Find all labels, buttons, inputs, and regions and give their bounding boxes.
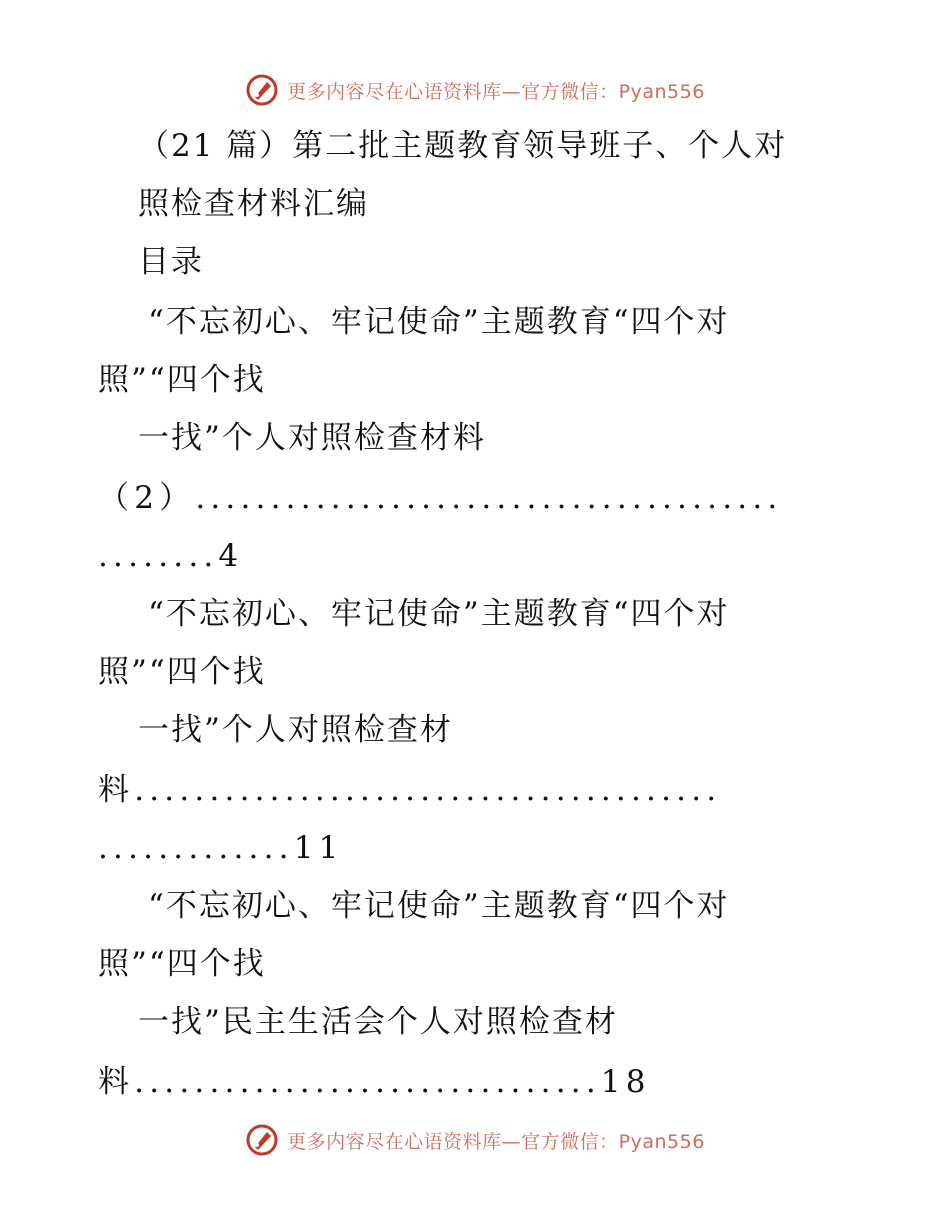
footer-banner-text: 更多内容尽在心语资料库—官方微信：Pyan556 xyxy=(287,1130,705,1153)
document-title-line-2: 照检查材料汇编 xyxy=(138,186,369,222)
footer-banner xyxy=(0,1118,950,1162)
toc-entry-2-line-2: 照”“四个找 xyxy=(98,654,266,690)
toc-entry-2-line-3: 一找”个人对照检查材 xyxy=(138,712,453,748)
toc-entry-2-line-4: 料....................................... xyxy=(98,772,722,808)
toc-entry-3-line-3: 一找”民主生活会个人对照检查材 xyxy=(138,1004,618,1040)
pen-nib-circle-icon xyxy=(245,73,279,107)
toc-entry-1-line-1: “不忘初心、牢记使命”主题教育“四个对 xyxy=(148,304,730,340)
toc-entry-1-page: ........4 xyxy=(98,538,244,574)
toc-entry-3-line-2: 照”“四个找 xyxy=(98,946,266,982)
toc-entry-3-line-4: 料...............................18 xyxy=(98,1064,651,1100)
toc-heading: 目录 xyxy=(138,244,204,280)
toc-entry-2-line-1: “不忘初心、牢记使命”主题教育“四个对 xyxy=(148,596,730,632)
document-title-line-1: （21 篇）第二批主题教育领导班子、个人对 xyxy=(138,128,788,164)
toc-entry-3-line-1: “不忘初心、牢记使命”主题教育“四个对 xyxy=(148,888,730,924)
header-banner-text: 更多内容尽在心语资料库—官方微信：Pyan556 xyxy=(287,80,705,103)
toc-entry-2-page: .............11 xyxy=(98,830,344,866)
toc-entry-1-line-2: 照”“四个找 xyxy=(98,362,266,398)
header-banner xyxy=(0,68,950,112)
toc-entry-1-line-4: （2）....................................... xyxy=(98,480,783,516)
pen-nib-circle-icon xyxy=(245,1123,279,1157)
toc-entry-1-line-3: 一找”个人对照检查材料 xyxy=(138,420,486,456)
